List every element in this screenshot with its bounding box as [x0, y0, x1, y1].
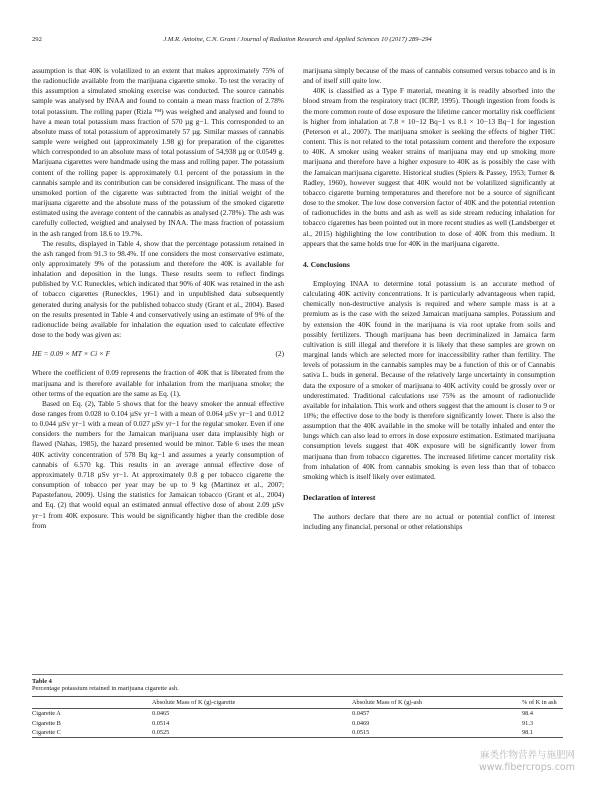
header-cell	[32, 697, 152, 709]
table-cell: 0.0465	[152, 710, 170, 718]
paragraph-coefficient: Where the coefficient of 0.09 represents the fraction of 40K that is liberated from the marijuana and is therefore available for inhalation from the marijuana smoke; the other terms of the equation are the same as Eq. (1).	[32, 368, 284, 398]
paragraph-conclusions: Employing INAA to determine total potassium is an accurate method of calculating 40K activity concentrations. It is particularly advantageous when rapid, chemically non-destructive analysis is required and where sample mass is at a premium as is the case with the seized Jamaican marijuana samples. Potassium and by extension the 40K found in the marijuana is via root uptake from soils and possibly fertilizers. Though marijuana has been decriminalized in Jamaica farm cultivation is still illegal and therefore it is likely that these samples are grown on marginal lands which are selected more for inaccessibility rather than fertility. The levels of potassium in the cannabis samples may be a function of this or of Cannabis sativa L. buds in general. Because of the relatively large uncertainty in consumption data the exposure of a smoker of marijuana to 40K activity could be grossly over or underestimated. Traditional calculations use 75% as the amount of radionuclide available for inhalation. This work and others suggest that the amount is closer to 9 or 10%; the effective dose to the body is therefore significantly lower. There is also the assumption that the 40K available in the smoke will be totally inhaled and enter the lungs which can also lead to errors in dose exposure estimation. Estimated marijuana consumption levels suggest that 40K exposure will be significantly lower from marijuana than from tobacco cigarettes. The increased lifetime cancer mortality risk from inhalation of 40K from cannabis smoking is even less than that of tobacco smoking which is itself likely over estimated.	[303, 278, 555, 481]
journal-citation: J.M.R. Antoine, C.N. Grant / Journal of Radiation Research and Applied Sciences 10 (2017) 289–294	[163, 36, 432, 43]
paragraph-continuation-right: marijuana simply because of the mass of cannabis consumed versus tobacco and is in and of itself still quite low.	[303, 66, 555, 86]
table-cell: Cigarette C	[32, 728, 152, 738]
table-cell: 0.0525	[152, 728, 352, 738]
table-cell: 0.0457	[352, 710, 370, 718]
paragraph-continuation: assumption is that 40K is volatilized to an extent that makes approximately 75% of the radionuclide available from the marijuana cigarette smoke. To test the veracity of this assumption a simulated smoking exercise was conducted. The source cannabis sample was analysed by INAA and found to contain a mean mass fraction of 2.78% total potassium. The rolling paper (Rizla ™) was weighed and analysed and found to have a mean total potassium mass fraction of 570 µg g−1. This corresponded to an absolute mass of total potassium of approximately 57 µg. Similar masses of cannabis sample were weighed out (approximately 1.98 g) for preparation of the cigarettes which corresponded to an absolute mass of total potassium of 54,938 µg or 0.0549 g. Marijuana cigarettes were handmade using the mass and rolling paper. The potassium content of the rolling paper is approximately 0.1 percent of the potassium in the cannabis sample and its contribution can be considered insignificant. The mass of the unsmoked portion of the cigarette was subtracted from the initial weight of the marijuana cigarette and the absolute mass of the potassium of the smoked cigarette estimated using the average content of the cannabis as analysed (2.78%). The ash was carefully collected, weighed and analysed by INAA. The mass fraction of potassium in the ash ranged from 18.6 to 19.7%.	[32, 66, 284, 238]
table-cell: 91.3	[522, 719, 534, 727]
section-heading-declaration: Declaration of interest	[303, 493, 376, 503]
header-cell: % of K in ash	[522, 697, 563, 709]
paragraph-results: The results, displayed in Table 4, show that the percentage potassium retained in the ash ranged from 91.3 to 98.4%. If one considers the most conservative estimate, only approximately 9% of the potassium and therefore the 40K is available for inhalation and deposition in the lungs. These results seem to reflect findings published by V.C Runeckles, which indicated that 90% of 40K was retained in the ash of tobacco cigarettes (Runeckles, 1961) and in unpublished data subsequently generated during analysis for the published tobacco study (Grant et al., 2004). Based on the results presented in Table 4 and conservatively using an estimate of 9% of the radionuclide being available for inhalation the equation used to calculate effective dose to the body was given as:	[32, 238, 284, 340]
table-row	[32, 728, 563, 738]
table-header-row	[32, 697, 563, 709]
paragraph-type-f: 40K is classified as a Type F material, meaning it is readily absorbed into the blood stream from the respiratory tract (ICRP, 1995). Though ingestion from foods is the more common route of dose exposure the lifetime cancer mortality risk coefficient is higher from inhalation at 7.8 × 10−12 Bq−1 vs 8.1 × 10−13 Bq−1 for ingestion (Peterson et al., 2007). The marijuana smoker is seeking the effects of higher THC content. This is not related to the total potassium content and therefore the exposure to 40K. A smoker using weaker strains of marijuana may end up smoking more marijuana and therefore have a higher exposure to 40K as is possibly the case with the Jamaican marijuana cigarette. Historical studies (Spiers & Passey, 1953; Turner & Radley, 1960), however suggest that 40K would not be volatilized significantly at tobacco cigarette burning temperatures and therefore not be a source of significant dose to the smoker. The low dose conversion factor of 40K and the potential retention of radionuclides in the butts and ash as well as side stream reducing inhalation for tobacco cigarettes has been pointed out in more recent studies as well (Landsberger et al., 2015) highlighting the low contribution to dose of 40K from this medium. It appears that the same holds true for 40K in the marijuana cigarette.	[303, 86, 555, 248]
table-row	[32, 718, 563, 727]
header-cell: Absolute Mass of K (g)-ash	[352, 697, 522, 709]
table-cell: 0.0514	[152, 719, 170, 727]
page-number: 292	[32, 36, 42, 43]
table-4	[32, 678, 563, 738]
table-row	[32, 709, 563, 719]
paragraph-declaration: The authors declare that there are no actual or potential conflict of interest including any financial, personal or other relationships	[303, 512, 555, 532]
table-cell: 0.0469	[352, 719, 370, 727]
table-title: Table 4	[32, 678, 52, 685]
table-cell: Cigarette A	[32, 710, 61, 718]
table-cell: 98.4	[522, 710, 534, 718]
equation-text: HE = 0.09 × MT × Ci × F	[32, 349, 111, 359]
watermark	[479, 750, 575, 774]
equation-2	[32, 349, 284, 359]
right-column	[303, 66, 555, 533]
watermark-line-1: 麻类作物营养与施肥网	[479, 750, 575, 761]
data-table	[32, 696, 563, 738]
table-separator	[32, 674, 563, 675]
table-cell: 98.1	[522, 728, 563, 738]
table-cell: Cigarette B	[32, 719, 61, 727]
equation-number: (2)	[275, 349, 284, 359]
watermark-line-2: www.fibercrops.com	[478, 762, 575, 773]
section-heading-conclusions: 4. Conclusions	[303, 259, 350, 269]
table-cell: 0.0515	[352, 728, 522, 738]
paragraph-dose: Based on Eq. (2), Table 5 shows that for the heavy smoker the annual effective dose ranges from 0.028 to 0.104 µSv yr−1 with a mean of 0.064 µSv yr−1 and 0.012 to 0.044 µSv yr−1 with a mean of 0.027 µSv yr−1 for the regular smoker. Even if one considers the numbers for the Jamaican marijuana user data implausibly high or flawed (Nahas, 1985), the hazard presented would be minor. Table 6 uses the mean 40K activity concentration of 578 Bq kg−1 and assumes a yearly consumption of cannabis of 6.570 kg. This results in an average annual effective dose of approximately 0.718 µSv yr−1. At approximately 0.8 g per tobacco cigarette the consumption of tobacco per year may be up to 9 kg (Martinez et al., 2007; Papastefanou, 2009). Using the statistics for Jamaican tobacco (Grant et al., 2004) and Eq. (2) that would equal an estimated annual effective dose of about 2.09 µSv yr−1 from 40K exposure. This would be significantly higher than the credible dose from	[32, 398, 284, 530]
table-caption: Percentage potassium retained in marijuana cigarette ash.	[32, 685, 179, 692]
left-column	[32, 66, 284, 531]
header-cell: Absolute Mass of K (g)-cigarette	[152, 697, 352, 709]
